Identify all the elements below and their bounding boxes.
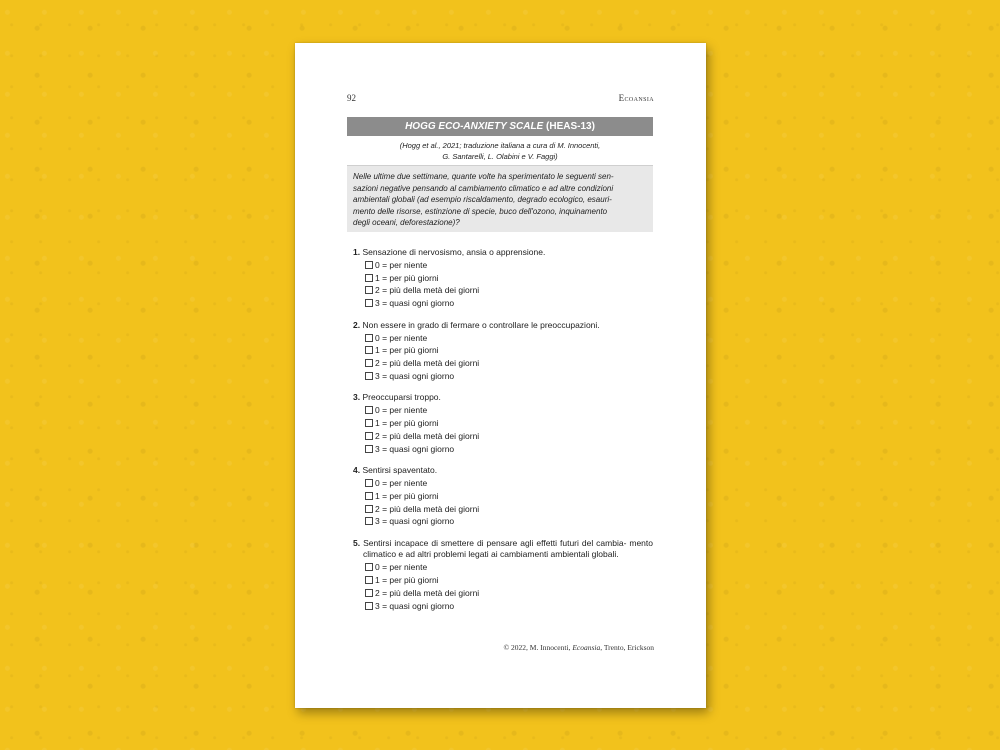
answer-checkbox[interactable] <box>365 517 373 525</box>
answer-checkbox[interactable] <box>365 274 373 282</box>
page-number: 92 <box>347 93 356 103</box>
answer-option-label: 0 = per niente <box>375 477 428 488</box>
footer-prefix: © 2022, M. Innocenti, <box>503 643 573 652</box>
answer-option[interactable] <box>365 502 653 515</box>
answer-checkbox[interactable] <box>365 432 373 440</box>
answer-option-label: 0 = per niente <box>375 332 428 343</box>
answer-option-label: 0 = per niente <box>375 405 428 416</box>
question-number: 2. <box>353 319 361 330</box>
answer-option-label: 2 = più della metà dei giorni <box>375 503 480 514</box>
footer-suffix: , Trento, Erickson <box>600 643 654 652</box>
answer-option[interactable] <box>365 574 653 587</box>
question-label: Sentirsi incapace di smettere di pensare agli effetti futuri del cambia- mento climatico e ad altri problemi legati ai cambiamenti ambientali globali. <box>363 537 653 560</box>
answer-checkbox[interactable] <box>365 492 373 500</box>
answer-option[interactable] <box>365 599 653 612</box>
question-text <box>353 320 653 332</box>
question-number: 1. <box>353 247 361 257</box>
question-number: 4. <box>353 465 361 476</box>
instructions-box: Nelle ultime due settimane, quante volte ha sperimentato le seguenti sen- sazioni negative pensando al cambiamento climatico e ad altre condizioni ambientali globali (ad esempio riscaldamento, degrado ecologico, esauri- mento delle risorse, estinzione di specie, buco dell'ozono, inquinamento degli oceani, deforestazione)? <box>347 165 653 232</box>
answer-checkbox[interactable] <box>365 505 373 513</box>
answer-option[interactable] <box>365 357 653 370</box>
answer-checkbox[interactable] <box>365 299 373 307</box>
scale-title <box>347 117 653 136</box>
answer-option[interactable] <box>365 477 653 490</box>
answer-checkbox[interactable] <box>365 261 373 269</box>
question-item <box>353 465 653 528</box>
answer-checkbox[interactable] <box>365 419 373 427</box>
answer-option-label: 3 = quasi ogni giorno <box>375 298 455 309</box>
answer-option-label: 2 = più della metà dei giorni <box>375 285 480 296</box>
citation-line-2: G. Santarelli, L. Olabini e V. Faggi) <box>442 152 558 161</box>
answer-option[interactable] <box>365 284 653 297</box>
answer-options <box>353 561 653 612</box>
answer-option-label: 3 = quasi ogni giorno <box>375 370 455 381</box>
document-page <box>295 43 706 708</box>
question-label: Sensazione di nervosismo, ansia o apprensione. <box>362 247 546 257</box>
answer-options <box>353 477 653 528</box>
question-label: Sentirsi spaventato. <box>362 465 438 476</box>
footer-book-title: Ecoansia <box>572 643 601 652</box>
answer-option-label: 3 = quasi ogni giorno <box>375 443 455 454</box>
answer-option[interactable] <box>365 344 653 357</box>
answer-option[interactable] <box>365 331 653 344</box>
question-text <box>353 247 653 259</box>
question-label: Preoccuparsi troppo. <box>362 392 441 403</box>
answer-checkbox[interactable] <box>365 334 373 342</box>
answer-option[interactable] <box>365 370 653 383</box>
question-text <box>353 538 653 561</box>
question-item <box>353 392 653 455</box>
answer-checkbox[interactable] <box>365 406 373 414</box>
answer-option-label: 3 = quasi ogni giorno <box>375 516 455 527</box>
question-text <box>353 465 653 477</box>
question-list <box>353 247 653 622</box>
question-number: 3. <box>353 392 361 403</box>
answer-option-label: 2 = più della metà dei giorni <box>375 430 480 441</box>
answer-checkbox[interactable] <box>365 286 373 294</box>
citation <box>347 140 653 162</box>
answer-option-label: 1 = per più giorni <box>375 418 439 429</box>
answer-checkbox[interactable] <box>365 372 373 380</box>
answer-option-label: 2 = più della metà dei giorni <box>375 358 480 369</box>
question-item <box>353 538 653 612</box>
answer-options <box>353 259 653 310</box>
answer-option[interactable] <box>365 561 653 574</box>
scale-title-name: HOGG ECO-ANXIETY SCALE <box>405 121 544 132</box>
citation-line-1: (Hogg et al., 2021; traduzione italiana a cura di M. Innocenti, <box>399 141 601 150</box>
answer-options <box>353 331 653 382</box>
answer-option[interactable] <box>365 271 653 284</box>
answer-option-label: 1 = per più giorni <box>375 574 439 585</box>
answer-checkbox[interactable] <box>365 445 373 453</box>
answer-option[interactable] <box>365 429 653 442</box>
scale-title-code: (HEAS-13) <box>543 121 595 132</box>
answer-option[interactable] <box>365 442 653 455</box>
answer-checkbox[interactable] <box>365 576 373 584</box>
question-label: Non essere in grado di fermare o controllare le preoccupazioni. <box>362 319 600 330</box>
answer-option[interactable] <box>365 259 653 272</box>
answer-checkbox[interactable] <box>365 602 373 610</box>
answer-option-label: 1 = per più giorni <box>375 272 439 283</box>
answer-option[interactable] <box>365 297 653 310</box>
answer-checkbox[interactable] <box>365 479 373 487</box>
answer-option[interactable] <box>365 586 653 599</box>
answer-option[interactable] <box>365 404 653 417</box>
answer-option-label: 2 = più della metà dei giorni <box>375 587 480 598</box>
answer-option-label: 0 = per niente <box>375 259 428 270</box>
answer-checkbox[interactable] <box>365 359 373 367</box>
answer-checkbox[interactable] <box>365 346 373 354</box>
answer-checkbox[interactable] <box>365 589 373 597</box>
copyright-footer <box>503 643 654 652</box>
answer-option[interactable] <box>365 489 653 502</box>
answer-checkbox[interactable] <box>365 563 373 571</box>
question-number: 5. <box>353 537 361 548</box>
question-text <box>353 392 653 404</box>
answer-option[interactable] <box>365 515 653 528</box>
answer-option-label: 1 = per più giorni <box>375 490 439 501</box>
question-item <box>353 247 653 310</box>
running-head: Ecoansia <box>618 93 654 103</box>
answer-option[interactable] <box>365 417 653 430</box>
answer-option-label: 0 = per niente <box>375 562 428 573</box>
answer-option-label: 1 = per più giorni <box>375 345 439 356</box>
answer-options <box>353 404 653 455</box>
answer-option-label: 3 = quasi ogni giorno <box>375 600 455 611</box>
question-item <box>353 320 653 383</box>
